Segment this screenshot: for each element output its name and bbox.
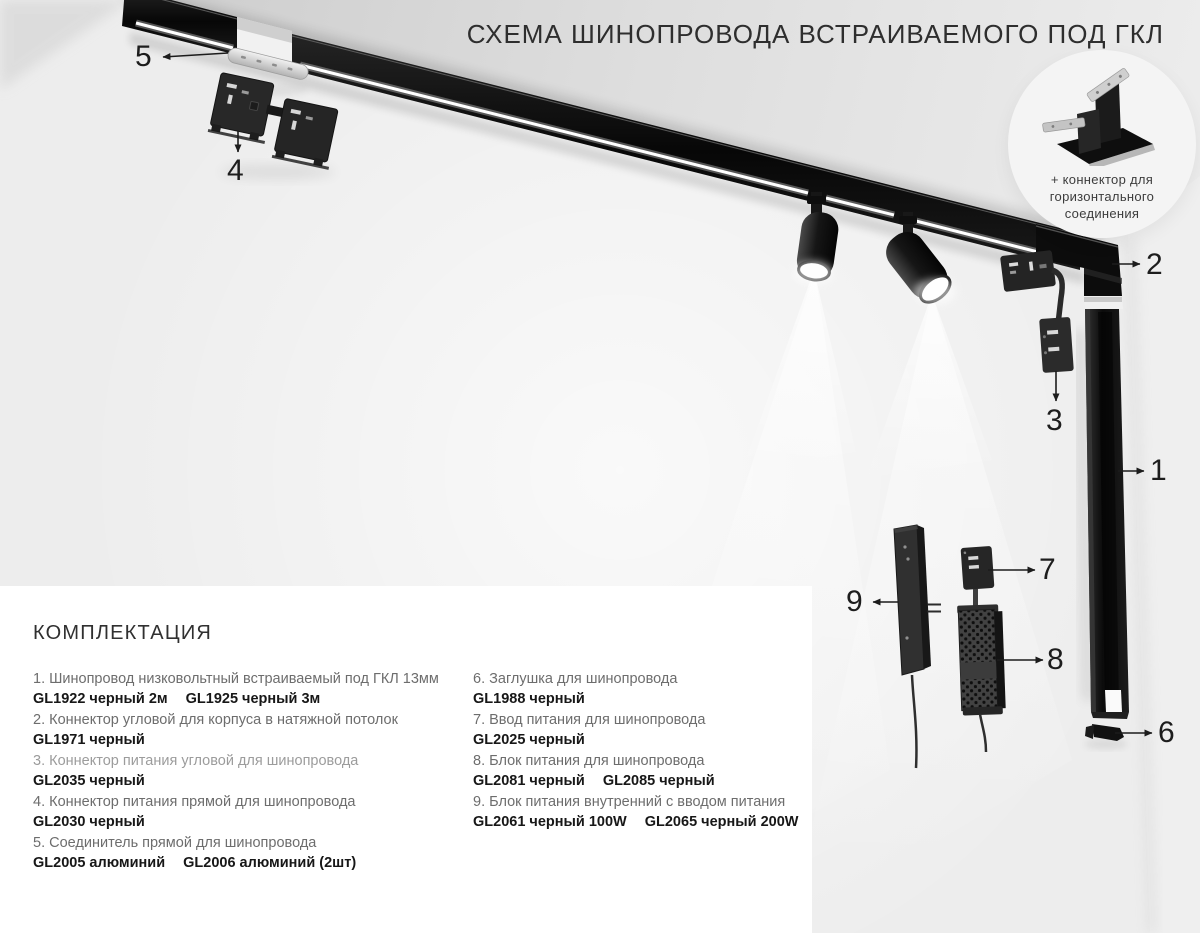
product-code: GL2006 алюминий (2шт) [183, 855, 357, 871]
product-code: GL2085 черный [602, 773, 715, 789]
kit-item-codes [473, 691, 803, 707]
product-code: GL2025 черный [473, 732, 585, 748]
kit-item-codes [473, 814, 803, 830]
product-code: GL2081 черный [473, 773, 585, 789]
product-code: GL2035 черный [33, 773, 145, 789]
kit-item-desc: 5. Соединитель прямой для шинопровода [33, 835, 317, 851]
lens-glow [793, 261, 833, 285]
product-code: GL2065 черный 200W [644, 814, 799, 830]
kit-item-codes [33, 773, 473, 789]
lens-glow [914, 279, 956, 305]
kit-item-5 [33, 835, 473, 871]
kit-item-6 [473, 671, 803, 707]
kit-column-left [33, 671, 473, 876]
kit-heading: КОМПЛЕКТАЦИЯ [33, 622, 213, 644]
kit-item-2 [33, 712, 473, 748]
kit-item-codes [33, 855, 473, 871]
callout-3: 3 [1046, 404, 1063, 437]
kit-item-desc: 4. Коннектор питания прямой для шинопровода [33, 794, 356, 810]
kit-item-9 [473, 794, 803, 830]
page-title: СХЕМА ШИНОПРОВОДА ВСТРАИВАЕМОГО ПОД ГКЛ [466, 19, 1164, 49]
connector-badge [1008, 50, 1196, 238]
kit-item-desc: 9. Блок питания внутренний с вводом питания [473, 794, 786, 810]
kit-item-desc: 8. Блок питания для шинопровода [473, 753, 705, 769]
callout-2: 2 [1146, 248, 1163, 281]
callout-1: 1 [1150, 454, 1167, 487]
callout-8: 8 [1047, 643, 1064, 676]
kit-panel [0, 586, 812, 933]
callout-6: 6 [1158, 716, 1175, 749]
kit-item-codes [473, 732, 803, 748]
kit-item-codes [473, 773, 803, 789]
product-code: GL2030 черный [33, 814, 145, 830]
kit-item-desc: 6. Заглушка для шинопровода [473, 671, 678, 687]
kit-item-desc: 3. Коннектор питания угловой для шинопровода [33, 753, 359, 769]
kit-item-desc: 1. Шинопровод низковольтный встраиваемый под ГКЛ 13мм [33, 671, 439, 687]
product-code: GL1988 черный [473, 691, 585, 707]
product-code: GL1922 черный 2м [33, 691, 168, 707]
kit-item-7 [473, 712, 803, 748]
product-code: GL2061 черный 100W [473, 814, 627, 830]
kit-item-codes [33, 814, 473, 830]
equals-sign: = [926, 592, 943, 623]
kit-column-right [473, 671, 803, 876]
product-code: GL2005 алюминий [33, 855, 166, 871]
badge-caption-line: + коннектор для [1050, 172, 1154, 187]
kit-item-8 [473, 753, 803, 789]
callout-9: 9 [846, 585, 863, 618]
kit-item-desc: 2. Коннектор угловой для корпуса в натяжной потолок [33, 712, 398, 728]
callout-7: 7 [1039, 553, 1056, 586]
kit-item-codes [33, 691, 473, 707]
kit-item-4 [33, 794, 473, 830]
badge-caption-line: горизонтального [1049, 189, 1155, 204]
kit-item-codes [33, 732, 473, 748]
callout-4: 4 [227, 154, 244, 187]
kit-item-3 [33, 753, 473, 789]
product-code: GL1925 черный 3м [185, 691, 321, 707]
connector-illustration [1027, 62, 1177, 166]
badge-caption [1008, 171, 1196, 222]
badge-caption-line: соединения [1064, 206, 1140, 221]
kit-item-desc: 7. Ввод питания для шинопровода [473, 712, 706, 728]
callout-5: 5 [135, 40, 152, 73]
product-code: GL1971 черный [33, 732, 145, 748]
kit-item-1 [33, 671, 473, 707]
